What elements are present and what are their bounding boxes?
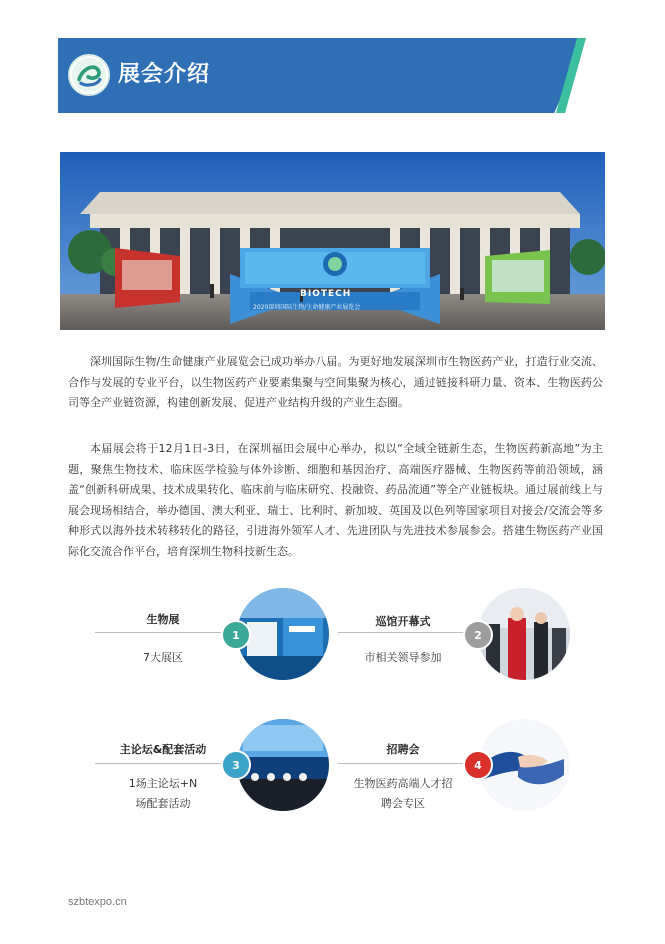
feature-4-desc: 生物医药高端人才招聘会专区 — [353, 777, 453, 810]
expo-logo-icon — [68, 54, 110, 96]
sign-caption: 2020深圳国际生物/生命健康产业展览会 — [253, 304, 361, 311]
feature-1-number-badge: 1 — [221, 620, 251, 650]
feature-2-divider — [338, 632, 478, 633]
details-paragraph: 本届展会将于12月1日-3日，在深圳福田会展中心举办，拟以“全域全链新生态，生物医药新高地”为主题，聚焦生物技术、临床医学检验与体外诊断、细胞和基因治疗、高端医疗器械、生物医药等前沿领域，涵盖“创新科研成果、技术成果转化、临床前与临床研究、投融资、药品流通”等全产业链板块。通过展前线上与展会现场相结合，举办德国、澳大利亚、瑞士、比利时、新加坡、英国及以色列等国家项目对接会/交流会等多种形式以海外技术转移转化的路径，引进海外领军人才、先进团队与先进技术参展参会。搭建生物医药产业国际化交流合作平台，培育深圳生物科技新生态。 — [68, 442, 603, 558]
feature-3-desc: 1场主论坛+N场配套活动 — [128, 777, 198, 810]
feature-4-title: 招聘会 — [386, 743, 420, 756]
feature-2-number-badge: 2 — [463, 620, 493, 650]
feature-3-title: 主论坛&配套活动 — [119, 743, 207, 756]
feature-4-number-badge: 4 — [463, 750, 493, 780]
page-title: 展会介绍 — [118, 62, 211, 87]
feature-1-desc: 7大展区 — [143, 651, 183, 664]
feature-2-desc: 市相关领导参加 — [364, 651, 442, 664]
feature-2-title: 巡馆开幕式 — [375, 615, 431, 628]
footer-url[interactable]: szbtexpo.cn — [68, 896, 127, 908]
intro-paragraph: 深圳国际生物/生命健康产业展览会已成功举办八届。为更好地发展深圳市生物医药产业，打造行业交流、合作与发展的专业平台，以生物医药产业要素集聚与空间集聚为核心，通过链接科研力量、资本、生物医药公司等全产业链资源，构建创新发展、促进产业结构升级的产业生态圈。 — [68, 355, 603, 409]
sign-text: BIOTECH — [300, 289, 352, 299]
feature-1-title: 生物展 — [146, 613, 180, 626]
feature-3-number-badge: 3 — [221, 750, 251, 780]
feature-4-divider — [338, 763, 478, 764]
